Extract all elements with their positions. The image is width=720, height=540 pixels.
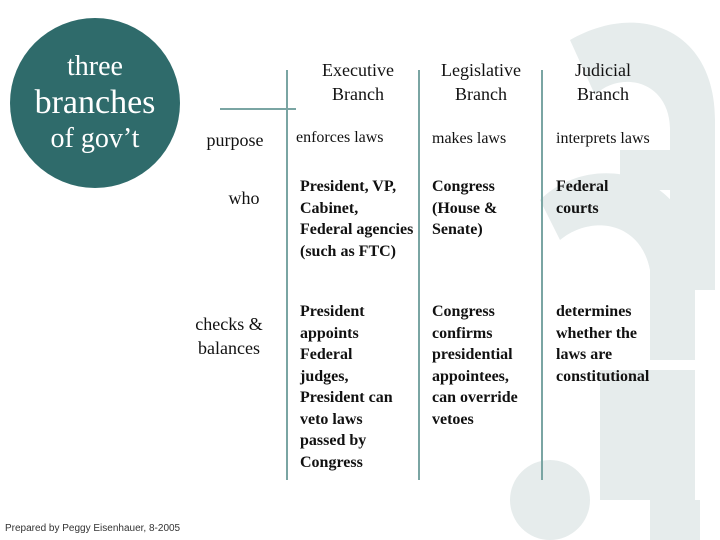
title-line-1: three xyxy=(67,51,123,83)
cell-purpose-legislative: makes laws xyxy=(432,130,507,147)
column-header-line: Branch xyxy=(577,84,629,104)
column-divider-1 xyxy=(286,70,288,480)
column-divider-3 xyxy=(541,70,543,480)
cell-who-executive: President, VP, Cabinet, Federal agencies (such as FTC) xyxy=(300,178,414,260)
cell-purpose-judicial: interprets laws xyxy=(556,130,650,147)
column-divider-2 xyxy=(418,70,420,480)
column-header-legislative xyxy=(421,58,541,106)
credit-footer: Prepared by Peggy Eisenhauer, 8-2005 xyxy=(5,523,181,534)
title-line-2: branches xyxy=(34,84,156,122)
row-label-purpose xyxy=(190,128,280,152)
row-label-line: purpose xyxy=(206,130,264,150)
cell-who-legislative: Congress (House & Senate) xyxy=(432,178,498,238)
cell-who-judicial: Federal courts xyxy=(556,178,609,217)
cell-checks-legislative: Congress confirms presidential appointees, can override vetoes xyxy=(432,303,518,428)
cell-purpose-executive: enforces laws xyxy=(296,129,384,146)
row-label-line: checks & xyxy=(195,314,263,334)
row-label-line: balances xyxy=(198,338,260,358)
column-header-line: Judicial xyxy=(575,60,631,80)
column-header-line: Branch xyxy=(332,84,384,104)
cell-checks-executive: President appoints Federal judges, President can veto laws passed by Congress xyxy=(300,303,393,471)
column-header-line: Legislative xyxy=(441,60,521,80)
header-divider xyxy=(220,108,296,110)
column-header-executive xyxy=(298,58,418,106)
column-header-line: Executive xyxy=(322,60,394,80)
row-label-who xyxy=(199,186,289,210)
title-circle xyxy=(10,18,180,188)
row-label-line: who xyxy=(228,188,260,208)
column-header-line: Branch xyxy=(455,84,507,104)
cell-checks-judicial: determines whether the laws are constitutional xyxy=(556,303,650,385)
title-line-3: of gov’t xyxy=(50,122,140,154)
column-header-judicial xyxy=(543,58,663,106)
row-label-checks-balances xyxy=(184,312,274,360)
